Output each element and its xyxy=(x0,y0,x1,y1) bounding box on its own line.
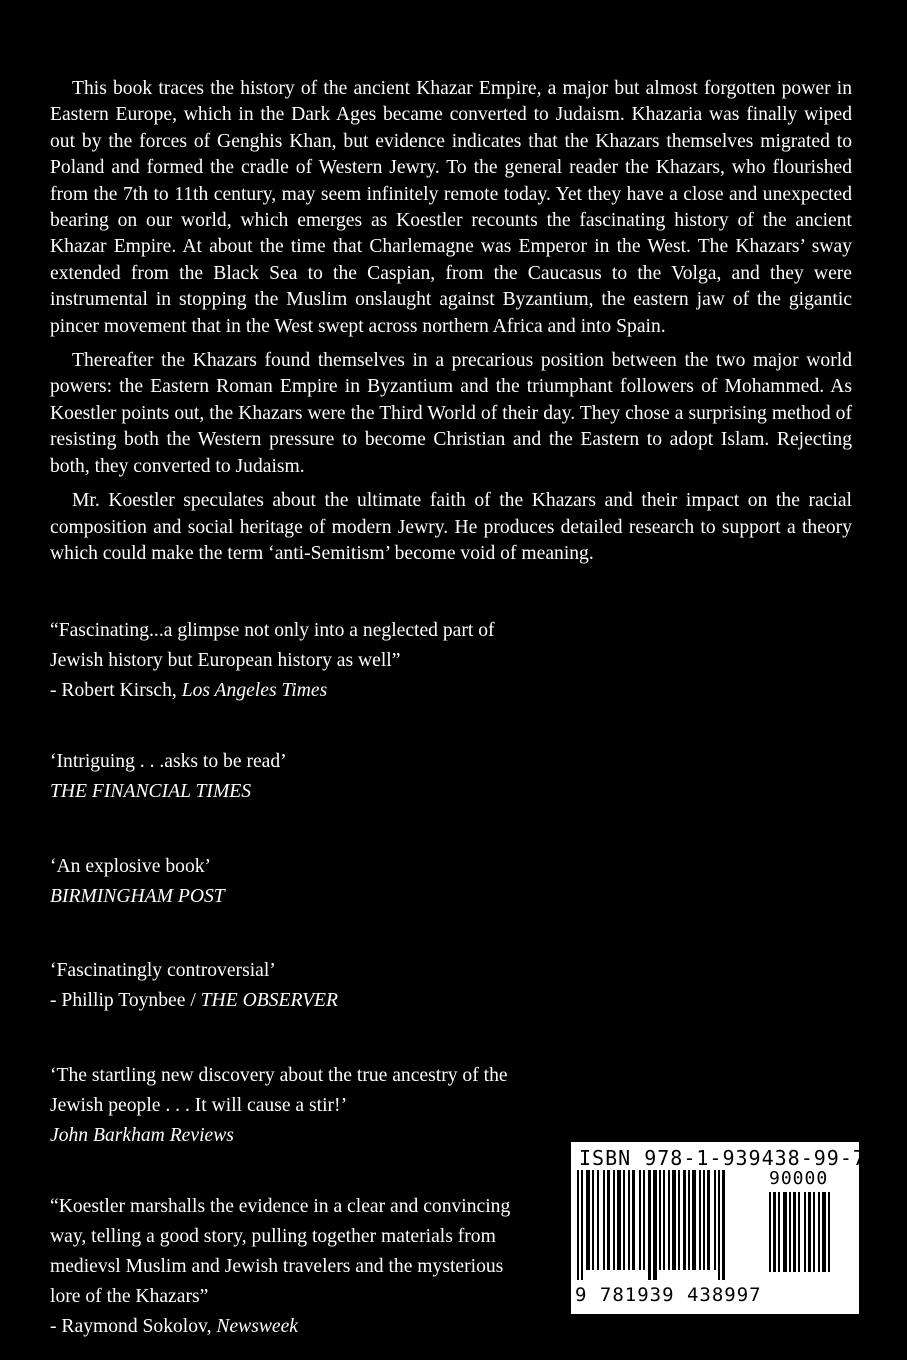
barcode-bar xyxy=(778,1192,780,1272)
barcode-bar xyxy=(818,1192,820,1272)
barcode-bar xyxy=(668,1170,670,1270)
isbn-label: ISBN 978-1-939438-99-7 xyxy=(579,1146,866,1170)
quote-source: Los Angeles Times xyxy=(181,680,328,701)
review-quote-6 xyxy=(50,1192,570,1342)
description-paragraph-1: This book traces the history of the ancient Khazar Empire, a major but almost forgotten power in Eastern Europe, which in the Dark Ages became converted to Judaism. Khazaria was finally wiped out by the forces of Genghis Khan, but evidence indicates that the Khazars themselves migrated to Poland and formed the cradle of Western Jewry. To the general reader the Khazars, who flourished from the 7th to 11th century, may seem infinitely remote today. Yet they have a close and unexpected bearing on our world, which emerges as Koestler recounts the fascinating history of the ancient Khazar Empire. At about the time that Charlemagne was Emperor in the West. The Khazars’ sway extended from the Black Sea to the Caspian, from the Caucasus to the Volga, and they were instrumental in stopping the Muslim onslaught against Byzantium, the eastern jaw of the gigantic pincer movement that in the West swept across northern Africa and into Spain. xyxy=(50,78,852,337)
review-quote-3 xyxy=(50,852,570,912)
barcode-bar xyxy=(692,1170,696,1270)
description-paragraph-2: Thereafter the Khazars found themselves in a precarious position between the two major world powers: the Eastern Roman Empire in Byzantium and the triumphant followers of Mohammed. As Koestler points out, the Khazars were the Third World of their day. They chose a surprising method of resisting both the Western pressure to become Christian and the Eastern to adopt Islam. Rejecting both, they converted to Judaism. xyxy=(50,350,852,477)
barcode-bar xyxy=(822,1192,826,1272)
addon-bars xyxy=(769,1192,853,1282)
review-quote-2 xyxy=(50,747,570,807)
barcode-bar xyxy=(628,1170,630,1270)
barcode-bars xyxy=(577,1170,765,1298)
book-description xyxy=(50,76,852,575)
barcode-bar xyxy=(793,1192,796,1272)
isbn-barcode xyxy=(571,1142,866,1314)
barcode-bar xyxy=(632,1170,635,1270)
barcode-bar xyxy=(688,1170,690,1270)
barcode-bar xyxy=(663,1170,665,1270)
quote-text-line: Jewish history but European history as well” xyxy=(50,650,401,671)
barcode-bar xyxy=(672,1170,676,1270)
quote-text-line: ‘Intriguing . . .asks to be read’ xyxy=(50,751,287,772)
quote-text-line: ‘The startling new discovery about the true ancestry of the xyxy=(50,1065,508,1086)
barcode-bar xyxy=(773,1192,776,1272)
barcode-bar xyxy=(703,1170,705,1270)
quote-text-line: medievsl Muslim and Jewish travelers and the mysterious xyxy=(50,1256,504,1277)
quote-text-line: way, telling a good story, pulling together materials from xyxy=(50,1226,496,1247)
barcode-bar xyxy=(613,1170,615,1270)
barcode-bar xyxy=(769,1192,771,1272)
barcode-bar xyxy=(707,1170,710,1270)
barcode-bar xyxy=(597,1170,599,1270)
barcode-bar xyxy=(586,1170,590,1270)
barcode-bar xyxy=(789,1192,791,1272)
quote-source: BIRMINGHAM POST xyxy=(50,886,225,907)
review-quote-1 xyxy=(50,616,570,706)
barcode-bar xyxy=(659,1170,661,1270)
barcode-bar xyxy=(678,1170,680,1270)
barcode-addon-digits: 90000 xyxy=(769,1168,829,1189)
barcode-bar xyxy=(648,1170,651,1280)
quote-attribution: - Robert Kirsch, Los Angeles Times xyxy=(50,680,328,701)
barcode-bar xyxy=(581,1170,583,1280)
barcode-bar xyxy=(808,1192,811,1272)
quote-text-line: lore of the Khazars” xyxy=(50,1286,209,1307)
quote-text-line: ‘Fascinatingly controversial’ xyxy=(50,960,276,981)
barcode-bar xyxy=(643,1170,645,1270)
quote-text-line: Jewish people . . . It will cause a stir!’ xyxy=(50,1095,348,1116)
barcode-bar xyxy=(804,1192,806,1272)
barcode-bar xyxy=(699,1170,701,1270)
quote-attribution: - Raymond Sokolov, Newsweek xyxy=(50,1316,298,1337)
barcode-bar xyxy=(714,1170,716,1270)
quote-source: Newsweek xyxy=(216,1316,298,1337)
review-quote-5 xyxy=(50,1061,570,1151)
barcode-bar xyxy=(577,1170,579,1280)
review-quote-4 xyxy=(50,956,570,1016)
barcode-bar xyxy=(783,1192,787,1272)
barcode-bar xyxy=(722,1170,725,1280)
barcode-bar xyxy=(623,1170,625,1270)
barcode-bar xyxy=(603,1170,605,1270)
barcode-bar xyxy=(718,1170,720,1280)
barcode-bar xyxy=(683,1170,686,1270)
barcode-bar xyxy=(592,1170,594,1270)
barcode-bar xyxy=(617,1170,621,1270)
quote-text-line: “Koestler marshalls the evidence in a clear and convincing xyxy=(50,1196,511,1217)
barcode-bar xyxy=(798,1192,800,1272)
barcode-bar xyxy=(653,1170,657,1280)
quote-source: THE OBSERVER xyxy=(200,990,338,1011)
barcode-human-readable: 9 781939 438997 xyxy=(575,1284,762,1306)
barcode-bar xyxy=(828,1192,830,1272)
quote-text-line: “Fascinating...a glimpse not only into a neglected part of xyxy=(50,620,495,641)
barcode-bar xyxy=(607,1170,610,1270)
barcode-bar xyxy=(813,1192,815,1272)
quote-source: THE FINANCIAL TIMES xyxy=(50,781,252,802)
barcode-bar xyxy=(639,1170,641,1270)
description-paragraph-3: Mr. Koestler speculates about the ultimate faith of the Khazars and their impact on the racial composition and social heritage of modern Jewry. He produces detailed research to support a theory which could make the term ‘anti-Semitism’ become void of meaning. xyxy=(50,490,852,564)
quote-attribution: - Phillip Toynbee / THE OBSERVER xyxy=(50,990,338,1011)
quote-source: John Barkham Reviews xyxy=(50,1125,234,1146)
quote-text-line: ‘An explosive book’ xyxy=(50,856,212,877)
